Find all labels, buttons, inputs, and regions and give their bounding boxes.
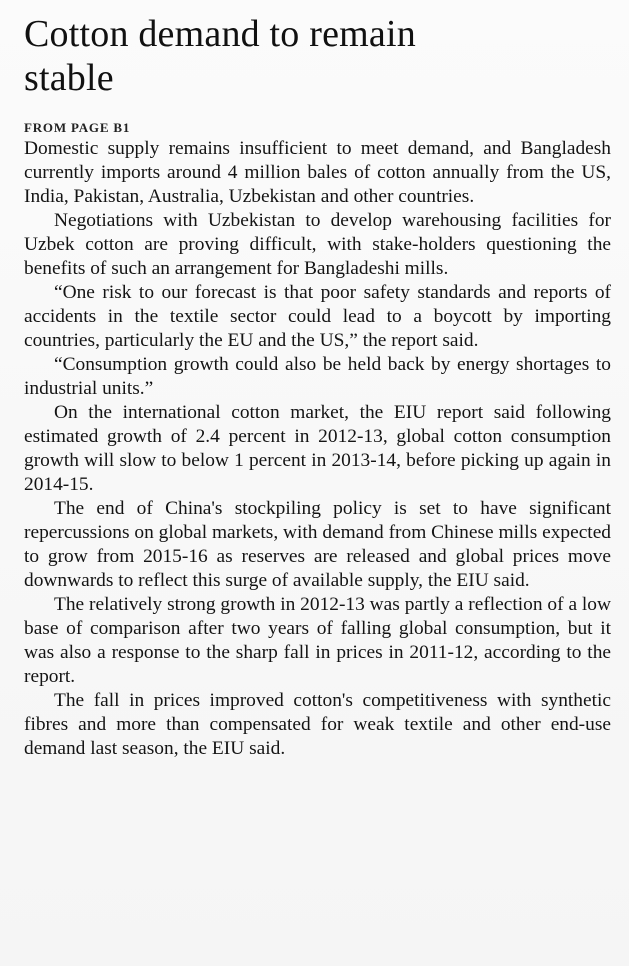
- continued-from-label: FROM PAGE B1: [24, 120, 131, 135]
- article-paragraph: The fall in prices improved cotton's competitiveness with synthetic fibres and more than compensated for weak textile and other end-use demand last season, the EIU said.: [24, 690, 611, 759]
- article-paragraph: The end of China's stockpiling policy is set to have significant repercussions on global markets, with demand from Chinese mills expected to grow from 2015-16 as reserves are released and global prices move downwards to reflect this surge of available supply, the EIU said.: [24, 498, 611, 591]
- article-paragraph: Domestic supply remains insufficient to meet demand, and Bangladesh currently imports around 4 million bales of cotton annually from the US, India, Pakistan, Australia, Uzbekistan and other countries.: [24, 138, 611, 207]
- article-paragraph: “Consumption growth could also be held back by energy shortages to industrial units.”: [24, 354, 611, 399]
- article-headline: Cotton demand to remain stable: [24, 13, 416, 99]
- article-paragraph: On the international cotton market, the EIU report said following estimated growth of 2.4 percent in 2012-13, global cotton consumption growth will slow to below 1 percent in 2013-14, before picking up again in 2014-15.: [24, 402, 611, 495]
- article-paragraph: The relatively strong growth in 2012-13 was partly a reflection of a low base of comparison after two years of falling global consumption, but it was also a response to the sharp fall in prices in 2011-12, according to the report.: [24, 594, 611, 687]
- article-paragraph: “One risk to our forecast is that poor safety standards and reports of accidents in the textile sector could lead to a boycott by importing countries, particularly the EU and the US,” the report said.: [24, 282, 611, 351]
- article-paragraph: Negotiations with Uzbekistan to develop warehousing facilities for Uzbek cotton are proving difficult, with stake-holders questioning the benefits of such an arrangement for Bangladeshi mills.: [24, 210, 611, 279]
- article-body: [24, 137, 611, 761]
